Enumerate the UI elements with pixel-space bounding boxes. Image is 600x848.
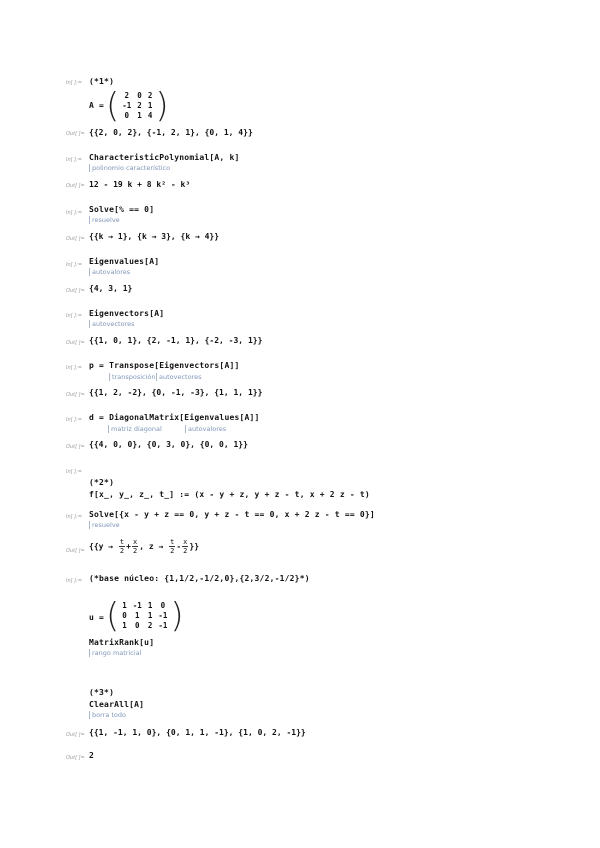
- matrix-cell: 1: [135, 611, 140, 620]
- hint-solve-system: resuelve: [89, 521, 120, 529]
- matrix-cell: 0: [160, 601, 166, 610]
- input-label: In[ ]:=: [66, 262, 83, 268]
- matrix-cell: 2: [137, 101, 142, 110]
- output-text: {{1, 2, -2}, {0, -1, -3}, {1, 1, 1}}: [89, 388, 263, 397]
- code-solve[interactable]: Solve[% == 0]: [89, 205, 155, 214]
- code-diagonal[interactable]: d = DiagonalMatrix[Eigenvalues[A]]: [89, 413, 260, 422]
- output-2: [89, 180, 190, 189]
- right-paren: ): [155, 86, 169, 126]
- numerator: t: [170, 538, 175, 546]
- output-11: [89, 728, 306, 737]
- matrix-cell: -1: [158, 611, 168, 620]
- hint-transpose: transposición: [109, 373, 155, 381]
- code-eigenvectors[interactable]: Eigenvectors[A]: [89, 309, 165, 318]
- matrix-cell: 1: [122, 621, 127, 630]
- hint-charpoly: polinomio característico: [89, 164, 170, 172]
- output-3: [89, 232, 219, 241]
- matrix-cell: 0: [124, 111, 130, 120]
- numerator: t: [119, 538, 125, 546]
- output-label: Out[ ]=: [66, 288, 85, 294]
- code-eigenvalues[interactable]: Eigenvalues[A]: [89, 257, 160, 266]
- matrix-cell: 1: [147, 601, 153, 610]
- output-label: Out[ ]=: [66, 548, 85, 554]
- matrix-cell: 0: [135, 621, 140, 630]
- minus-sign: -: [176, 542, 182, 551]
- output-text: {{4, 0, 0}, {0, 3, 0}, {0, 0, 1}}: [89, 440, 248, 449]
- output-6: [89, 388, 262, 397]
- output-label: Out[ ]=: [66, 732, 85, 738]
- matrix-cell: 2: [124, 91, 130, 100]
- output-text: 12 - 19 k + 8 k² - k³: [89, 180, 191, 189]
- comment-base-nucleo[interactable]: (*base núcleo: {1,1/2,-1/2,0},{2,3/2,-1/2}*): [89, 574, 310, 583]
- output-open: {{y →: [89, 542, 114, 551]
- output-7: [89, 440, 248, 449]
- input-label: In[ ]:=: [66, 157, 83, 163]
- input-label: In[ ]:=: [66, 469, 83, 475]
- comment-1[interactable]: (*1*): [89, 77, 115, 86]
- hint-transpose-eigenvectors: autovectores: [156, 373, 202, 381]
- input-label: In[ ]:=: [66, 210, 83, 216]
- hint-diagonal: matriz diagonal: [108, 425, 162, 433]
- denominator: 2: [132, 547, 138, 555]
- fraction: [182, 538, 188, 555]
- matrix-cell: -1: [158, 621, 168, 630]
- input-label: In[ ]:=: [66, 578, 83, 584]
- matrix-cell: 0: [122, 611, 127, 620]
- left-paren: (: [106, 596, 120, 636]
- assign-u[interactable]: u =: [89, 613, 105, 622]
- input-label: In[ ]:=: [66, 417, 83, 423]
- output-text: {4, 3, 1}: [89, 284, 133, 293]
- matrix-cell: 1: [147, 101, 153, 110]
- left-paren: (: [106, 86, 120, 126]
- matrix-cell: 2: [147, 621, 153, 630]
- output-text: 2: [89, 751, 94, 760]
- output-label: Out[ ]=: [66, 131, 85, 137]
- input-label: In[ ]:=: [66, 514, 83, 520]
- output-label: Out[ ]=: [66, 755, 85, 761]
- output-text: {{k → 1}, {k → 3}, {k → 4}}: [89, 232, 220, 241]
- hint-diagonal-eigenvalues: autovalores: [185, 425, 226, 433]
- output-12: [89, 751, 94, 760]
- numerator: x: [132, 538, 138, 546]
- hint-matrixrank: rango matricial: [89, 649, 141, 657]
- code-transpose[interactable]: p = Transpose[Eigenvectors[A]]: [89, 361, 240, 370]
- output-text: {{1, 0, 1}, {2, -1, 1}, {-2, -3, 1}}: [89, 336, 263, 345]
- output-label: Out[ ]=: [66, 444, 85, 450]
- output-label: Out[ ]=: [66, 340, 85, 346]
- output-text: {{1, -1, 1, 0}, {0, 1, 1, -1}, {1, 0, 2, -1}}: [89, 728, 306, 737]
- output-4: [89, 284, 132, 293]
- fraction: [132, 538, 138, 555]
- input-label: In[ ]:=: [66, 80, 83, 86]
- comment-3[interactable]: (*3*): [89, 688, 115, 697]
- comment-2[interactable]: (*2*): [89, 478, 115, 487]
- hint-eigenvalues: autovalores: [89, 268, 130, 276]
- matrix-cell: 4: [147, 111, 153, 120]
- code-charpoly[interactable]: CharacteristicPolynomial[A, k]: [89, 153, 240, 162]
- assign-A[interactable]: A =: [89, 101, 105, 110]
- output-text: {{2, 0, 2}, {-1, 2, 1}, {0, 1, 4}}: [89, 128, 253, 137]
- input-label: In[ ]:=: [66, 313, 83, 319]
- matrix-cell: -1: [132, 601, 142, 610]
- output-label: Out[ ]=: [66, 236, 85, 242]
- hint-solve: resuelve: [89, 216, 120, 224]
- matrix-cell: -1: [122, 101, 132, 110]
- right-paren: ): [170, 596, 184, 636]
- output-label: Out[ ]=: [66, 183, 85, 189]
- code-solve-system[interactable]: Solve[{x - y + z == 0, y + z - t == 0, x + 2 z - t == 0}]: [89, 510, 375, 519]
- denominator: 2: [183, 547, 188, 555]
- input-label: In[ ]:=: [66, 365, 83, 371]
- fraction: [169, 538, 175, 555]
- matrix-cell: 1: [137, 111, 142, 120]
- matrix-cell: 2: [147, 91, 153, 100]
- hint-clearall: borra todo: [89, 711, 126, 719]
- numerator: x: [183, 538, 188, 546]
- code-clearall[interactable]: ClearAll[A]: [89, 700, 145, 709]
- matrix-u[interactable]: [106, 596, 184, 636]
- matrix-cell: 1: [122, 601, 127, 610]
- output-1: [89, 128, 253, 137]
- matrix-A[interactable]: [106, 86, 169, 126]
- denominator: 2: [119, 547, 125, 555]
- output-label: Out[ ]=: [66, 392, 85, 398]
- plus-sign: +: [126, 542, 131, 551]
- output-close: }}: [189, 542, 200, 551]
- output-9: [89, 538, 199, 555]
- output-mid: , z →: [139, 542, 164, 551]
- denominator: 2: [170, 547, 175, 555]
- matrix-cell: 1: [147, 611, 153, 620]
- output-5: [89, 336, 262, 345]
- fraction: [119, 538, 125, 555]
- matrix-cell: 0: [137, 91, 142, 100]
- hint-eigenvectors: autovectores: [89, 320, 135, 328]
- code-function-f[interactable]: f[x_, y_, z_, t_] := (x - y + z, y + z - t, x + 2 z - t): [89, 490, 370, 499]
- code-matrixrank[interactable]: MatrixRank[u]: [89, 638, 155, 647]
